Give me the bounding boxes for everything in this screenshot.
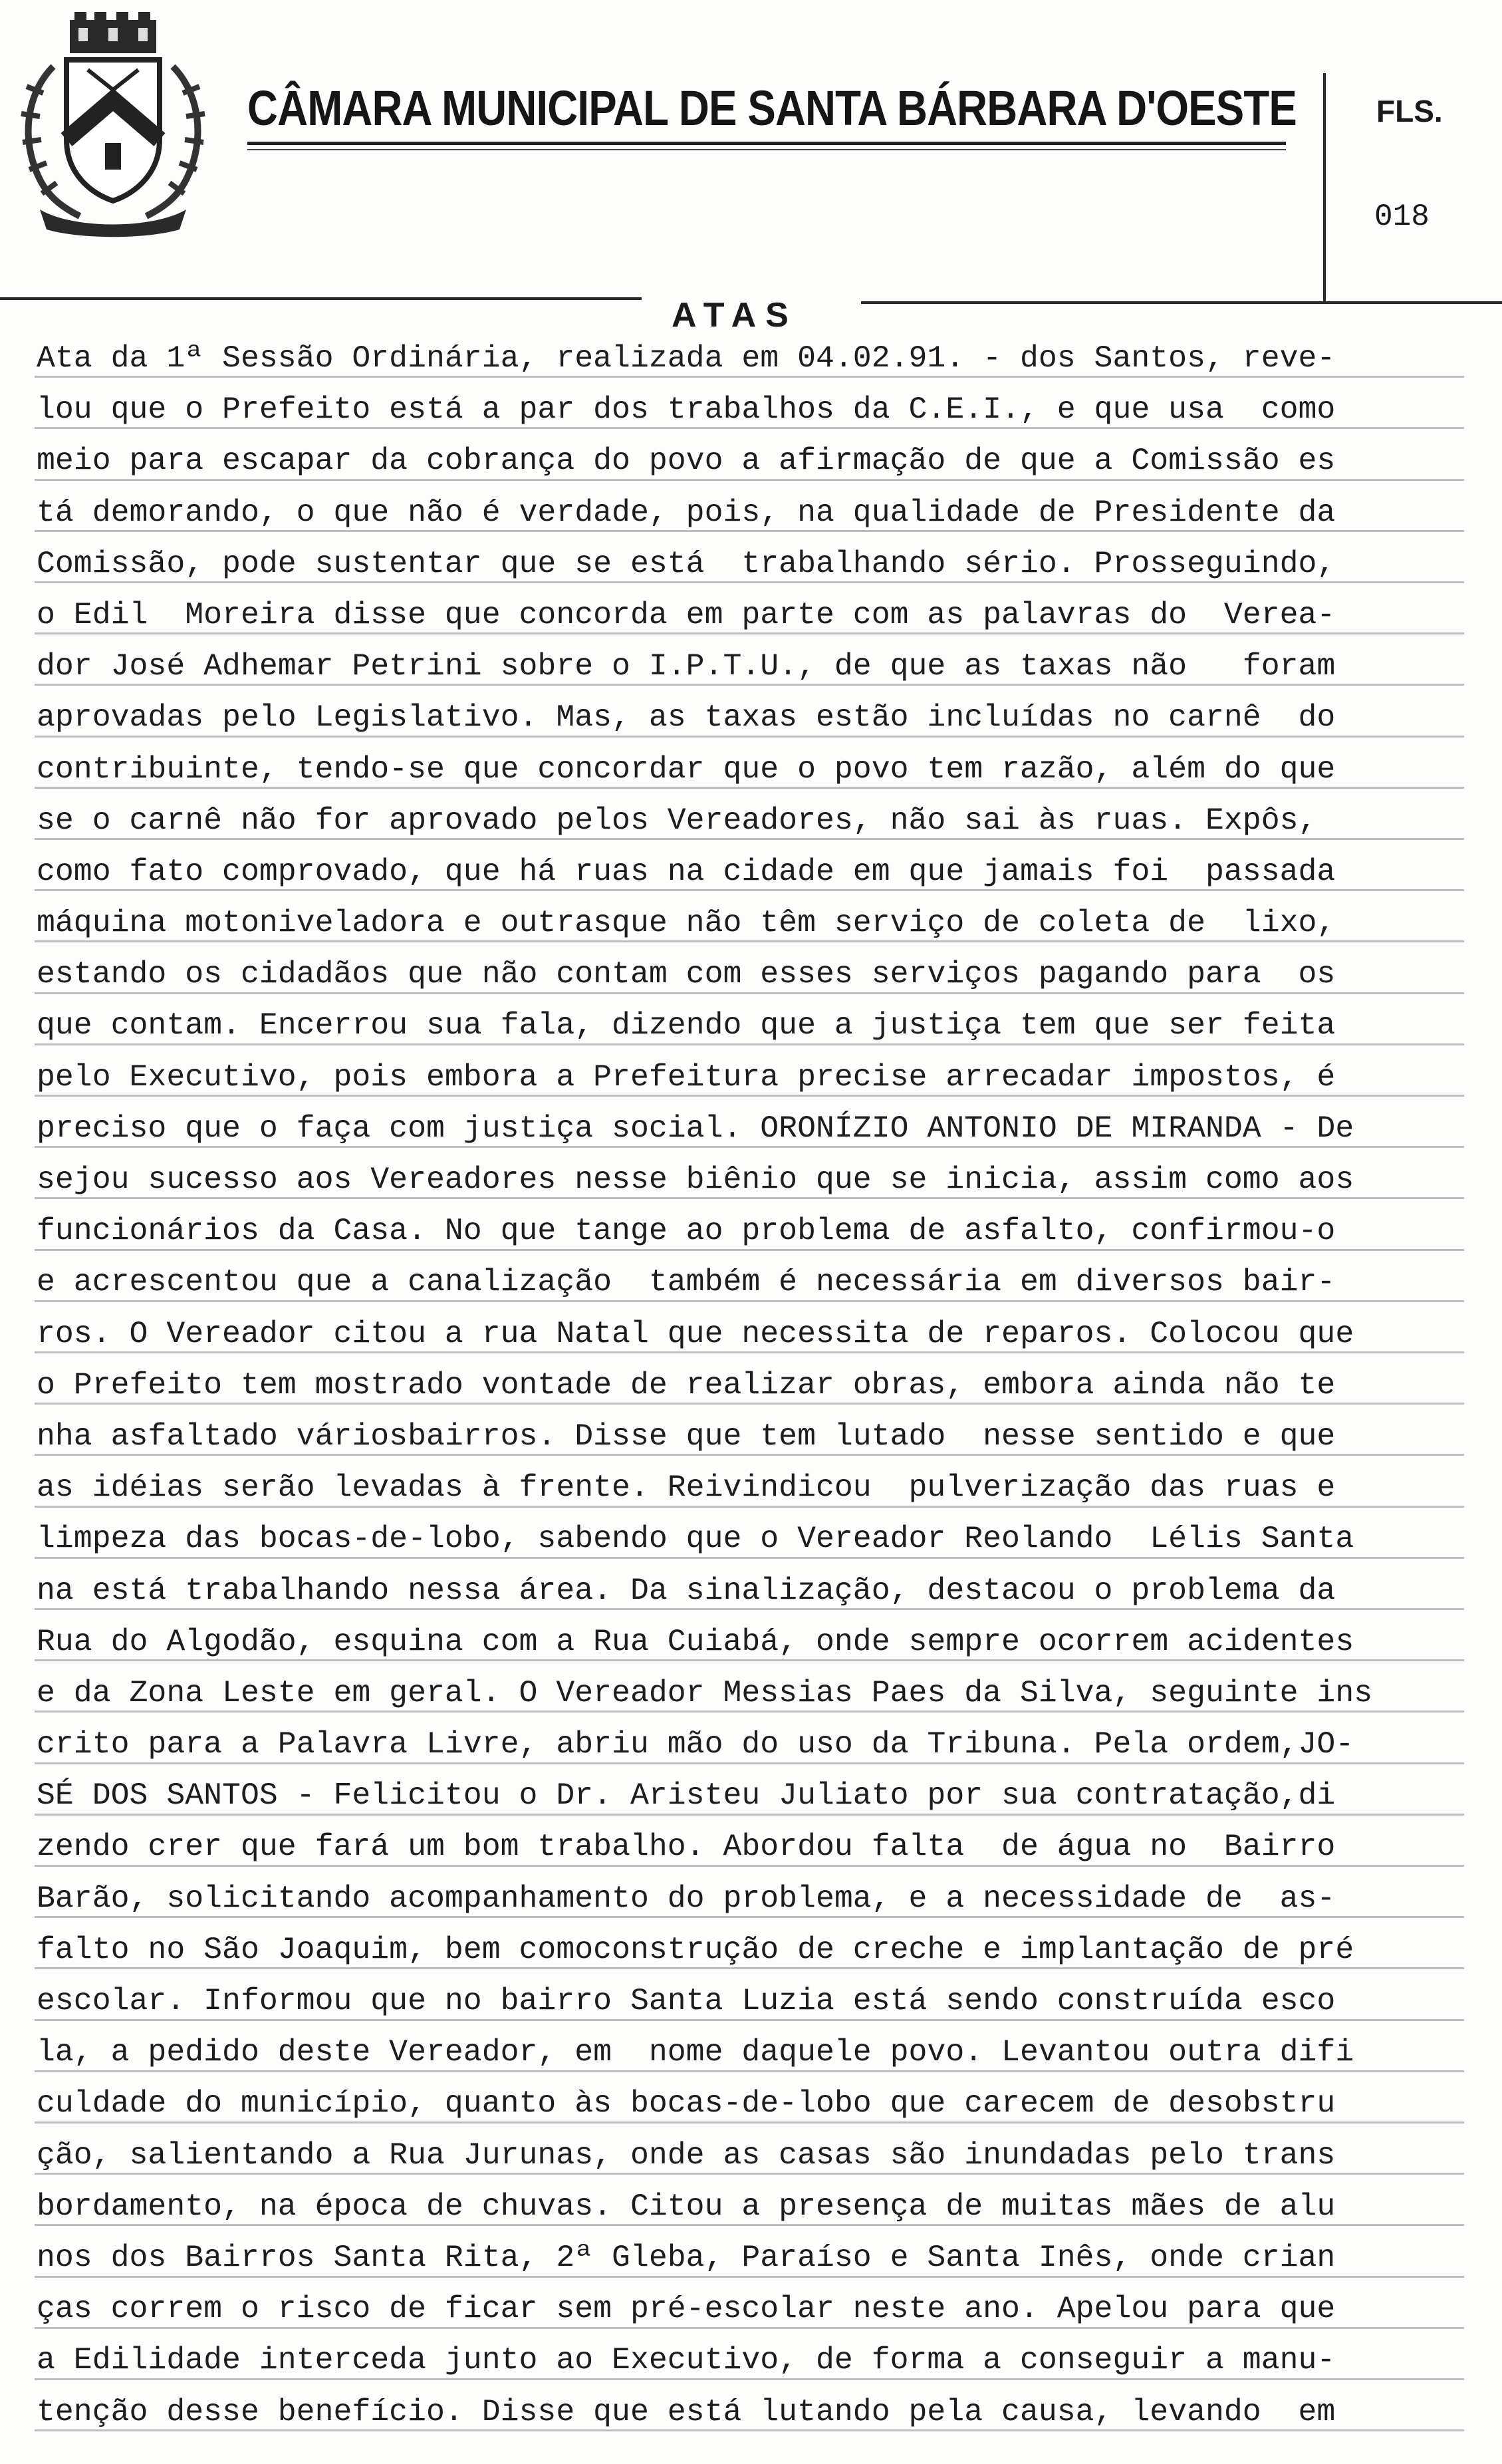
title-rule-right — [861, 301, 1502, 304]
minutes-line: o Prefeito tem mostrado vontade de realizar obras, embora ainda não te — [37, 1367, 1336, 1403]
minutes-line: máquina motoniveladora e outrasque não têm serviço de coleta de lixo, — [37, 905, 1336, 941]
fls-label: FLS. — [1376, 94, 1443, 128]
minutes-line: SÉ DOS SANTOS - Felicitou o Dr. Aristeu Juliato por sua contratação,di — [37, 1778, 1336, 1814]
title-rule-left — [0, 297, 642, 300]
minutes-line: tá demorando, o que não é verdade, pois, na qualidade de Presidente da — [37, 494, 1336, 530]
minutes-line: na está trabalhando nessa área. Da sinalização, destacou o problema da — [37, 1572, 1336, 1608]
municipal-crest-icon — [13, 7, 213, 239]
minutes-line: sejou sucesso aos Vereadores nesse biênio que se inicia, assim como aos — [37, 1162, 1354, 1197]
minutes-line: aprovadas pelo Legislativo. Mas, as taxas estão incluídas no carnê do — [37, 700, 1336, 736]
minutes-line: nos dos Bairros Santa Rita, 2ª Gleba, Paraíso e Santa Inês, onde crian — [37, 2239, 1336, 2275]
minutes-line: falto no São Joaquim, bem comoconstrução de creche e implantação de pré — [37, 1931, 1354, 1967]
page-number: 018 — [1374, 200, 1430, 234]
minutes-line: Comissão, pode sustentar que se está trabalhando sério. Prosseguindo, — [37, 545, 1336, 581]
folio-divider — [1323, 73, 1326, 303]
minutes-line: Rua do Algodão, esquina com a Rua Cuiabá, onde sempre ocorrem acidentes — [37, 1623, 1354, 1659]
minutes-line: se o carnê não for aprovado pelos Vereadores, não sai às ruas. Expôs, — [37, 802, 1317, 838]
minutes-line: lou que o Prefeito está a par dos trabalhos da C.E.I., e que usa como — [37, 392, 1336, 428]
minutes-line: Ata da 1ª Sessão Ordinária, realizada em 04.02.91. - dos Santos, reve- — [37, 341, 1336, 376]
minutes-line: la, a pedido deste Vereador, em nome daquele povo. Levantou outra difi — [37, 2034, 1354, 2070]
minutes-line: o Edil Moreira disse que concorda em parte com as palavras do Verea- — [37, 597, 1336, 632]
minutes-line: Barão, solicitando acompanhamento do problema, e a necessidade de as- — [37, 1880, 1336, 1916]
minutes-line: preciso que o faça com justiça social. ORONÍZIO ANTONIO DE MIRANDA - De — [37, 1110, 1354, 1146]
minutes-line: e da Zona Leste em geral. O Vereador Messias Paes da Silva, seguinte ins — [37, 1675, 1373, 1711]
minutes-line: a Edilidade interceda junto ao Executivo, de forma a conseguir a manu- — [37, 2342, 1336, 2378]
minutes-line: que contam. Encerrou sua fala, dizendo que a justiça tem que ser feita — [37, 1008, 1336, 1043]
minutes-line: limpeza das bocas-de-lobo, sabendo que o Vereador Reolando Lélis Santa — [37, 1521, 1354, 1557]
minutes-line: como fato comprovado, que há ruas na cidade em que jamais foi passada — [37, 853, 1336, 889]
header-rule — [247, 142, 1286, 145]
minutes-line: ros. O Vereador citou a rua Natal que necessita de reparos. Colocou que — [37, 1315, 1354, 1351]
minutes-line: bordamento, na época de chuvas. Citou a presença de muitas mães de alu — [37, 2188, 1336, 2224]
minutes-text — [37, 333, 1486, 2437]
minutes-line: nha asfaltado váriosbairros. Disse que tem lutado nesse sentido e que — [37, 1418, 1336, 1454]
minutes-line: as idéias serão levadas à frente. Reivindicou pulverização das ruas e — [37, 1470, 1336, 1506]
minutes-line: pelo Executivo, pois embora a Prefeitura precise arrecadar impostos, é — [37, 1059, 1336, 1095]
minutes-line: tenção desse benefício. Disse que está lutando pela causa, levando em — [37, 2394, 1336, 2429]
minutes-line: ção, salientando a Rua Jurunas, onde as casas são inundadas pelo trans — [37, 2137, 1336, 2173]
council-name: CÂMARA MUNICIPAL DE SANTA BÁRBARA D'OESTE — [247, 80, 1297, 136]
minutes-line: estando os cidadãos que não contam com esses serviços pagando para os — [37, 956, 1336, 992]
minutes-line: ças correm o risco de ficar sem pré-escolar neste ano. Apelou para que — [37, 2291, 1336, 2327]
minutes-line: meio para escapar da cobrança do povo a afirmação de que a Comissão es — [37, 443, 1336, 479]
minutes-line: zendo crer que fará um bom trabalho. Abordou falta de água no Bairro — [37, 1829, 1336, 1865]
minutes-line: funcionários da Casa. No que tange ao problema de asfalto, confirmou-o — [37, 1213, 1336, 1249]
minutes-line: e acrescentou que a canalização também é necessária em diversos bair- — [37, 1264, 1336, 1300]
minutes-line: culdade do município, quanto às bocas-de-lobo que carecem de desobstru — [37, 2086, 1336, 2122]
minutes-line: escolar. Informou que no bairro Santa Luzia está sendo construída esco — [37, 1983, 1336, 2018]
minutes-line: dor José Adhemar Petrini sobre o I.P.T.U., de que as taxas não foram — [37, 648, 1336, 684]
minutes-line: crito para a Palavra Livre, abriu mão do uso da Tribuna. Pela ordem,JO- — [37, 1726, 1354, 1762]
section-title: ATAS — [672, 296, 798, 335]
header-rule-thin — [247, 149, 1286, 150]
minutes-line: contribuinte, tendo-se que concordar que o povo tem razão, além do que — [37, 751, 1336, 787]
